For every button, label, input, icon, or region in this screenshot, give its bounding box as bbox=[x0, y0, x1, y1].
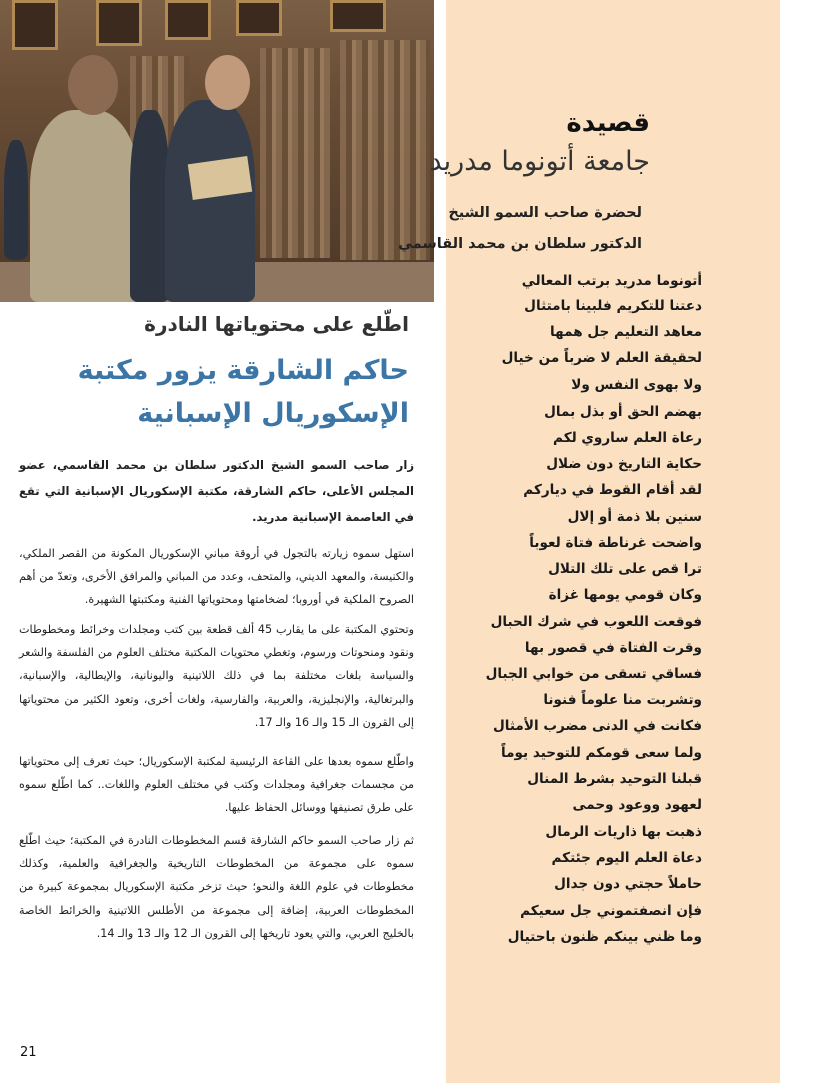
poem-dedication bbox=[342, 198, 642, 260]
photo-person-background bbox=[4, 140, 28, 260]
poem-verse: لحقيقة العلم لا ضرباً من خيال bbox=[501, 350, 702, 366]
poem-verse: فإن انصفتموني جل سعيكم bbox=[520, 903, 702, 919]
article-headline-line1: حاكم الشارقة يزور مكتبة bbox=[77, 355, 409, 386]
poem-verse: ولما سعى قومكم للتوحيد يوماً bbox=[501, 745, 702, 761]
poem-verse: دعتنا للتكريم فلبينا بامتثال bbox=[524, 298, 702, 314]
poem-verse: قبلنا التوحيد بشرط المنال bbox=[527, 771, 702, 787]
article-paragraph: وتحتوي المكتبة على ما يقارب 45 ألف قطعة بين كتب ومجلدات وخرائط ومخطوطات ونقود ومنحوتات ورسوم، وتغطي محتويات المكتبة مختلف العلوم من الفلسفة والشعر والسياسة بلغات مختلفة بما في ذلك اللاتينية واليونانية، والإيطالية، والإسبانية، والبرتغالية، والإنجليزية، والعربية، والفارسية، ولغات أخرى، وتعود الكثير من محتوياتها إلى القرون الـ 15 والـ 16 والـ 17. bbox=[19, 623, 414, 729]
article-paragraph: واطّلع سموه بعدها على القاعة الرئيسية لمكتبة الإسكوريال؛ حيث تعرف إلى محتوياتها من مجسمات جغرافية ومجلدات وكتب في مختلف العلوم واللغات.. كما اطّلع سموه على طرق تصنيفها ووسائل الحفاظ عليها. bbox=[19, 755, 414, 815]
photo-painting bbox=[330, 0, 386, 32]
poem-verse: دعاة العلم اليوم جئتكم bbox=[551, 850, 702, 866]
photo-person-left-head bbox=[68, 55, 118, 115]
photo-person-left bbox=[30, 110, 140, 302]
poem-verse: سنين بلا ذمة أو إلال bbox=[567, 509, 702, 525]
poem-title: قصيدة bbox=[566, 108, 650, 138]
poem-verse: لقد أقام القوط في دياركم bbox=[523, 482, 702, 498]
poem-verse: ولا بهوى النفس ولا bbox=[571, 377, 702, 393]
photo-bookshelf bbox=[260, 48, 330, 258]
poem-verse: ترا قص على تلك التلال bbox=[548, 561, 702, 577]
photo-painting bbox=[96, 0, 142, 46]
poem-verse: وتشربت منا علوماً فنونا bbox=[543, 692, 702, 708]
page-number: 21 bbox=[20, 1045, 37, 1060]
poem-verse: حكاية التاريخ دون ضلال bbox=[546, 456, 702, 472]
photo-person-right-head bbox=[205, 55, 250, 110]
dedication-line: لحضرة صاحب السمو الشيخ bbox=[448, 205, 642, 221]
article-paragraph: استهل سموه زيارته بالتجول في أروقة مباني الإسكوريال المكونة من القصر الملكي، والكنيسة، والمعهد الديني، والمتحف، وعدد من المباني والمرافق الأخرى، وتعدّ من أهم الصروح الملكية في أوروبا؛ لضخامتها ومحتوياتها الفنية ومكتبتها الشهيرة. bbox=[19, 547, 414, 607]
poem-verse: رعاة العلم ساروي لكم bbox=[553, 430, 702, 446]
article-lead: زار صاحب السمو الشيخ الدكتور سلطان بن محمد القاسمي، عضو المجلس الأعلى، حاكم الشارقة، مكتبة الإسكوريال الإسبانية التي تقع في العاصمة الإسبانية مدريد. bbox=[19, 458, 414, 524]
poem-verse: واضحت غرناطة فتاة لعوباً bbox=[529, 535, 702, 551]
poem-verse: وما ظني بينكم ظنون باحتيال bbox=[507, 929, 702, 945]
poem-subtitle: جامعة أتونوما مدريد bbox=[429, 146, 650, 177]
photo-person-middle bbox=[130, 110, 170, 302]
poem-verse: معاهد التعليم جل همها bbox=[550, 324, 702, 340]
poem-verse: وقرت الفتاة في قصور بها bbox=[524, 640, 702, 656]
poem-verse: وكان قومي يومها غزاة bbox=[548, 587, 702, 603]
photo-painting bbox=[12, 0, 58, 50]
poem-verse: بهضم الحق أو بذل بمال bbox=[544, 404, 702, 420]
article-kicker: اطّلع على محتوياتها النادرة bbox=[144, 312, 409, 336]
photo-painting bbox=[165, 0, 211, 40]
dedication-line: الدكتور سلطان بن محمد القاسمي bbox=[398, 236, 642, 252]
poem-verse: فكانت في الدنى مضرب الأمثال bbox=[492, 718, 702, 734]
photo-person-right bbox=[165, 100, 255, 302]
article-paragraph: ثم زار صاحب السمو حاكم الشارقة قسم المخطوطات النادرة في المكتبة؛ حيث اطّلع سموه على مجموعة من المخطوطات التاريخية والجغرافية والعلمية، وكذلك مخطوطات في علوم اللغة والنحو؛ حيث تزخر مكتبة الإسكوريال بمجموعة كبيرة من المخطوطات العربية، إضافة إلى مجموعة من الأطلس اللاتينية والخرائط الخاصة بالخليج العربي، والتي يعود تاريخها إلى القرون الـ 12 والـ 13 والـ 14. bbox=[19, 834, 414, 940]
photo-painting bbox=[236, 0, 282, 36]
poem-verse: حاملاً حجتي دون جدال bbox=[554, 876, 702, 892]
article-headline-line2: الإسكوريال الإسبانية bbox=[137, 398, 409, 429]
poem-verse: فوقعت اللعوب في شرك الحبال bbox=[490, 614, 702, 630]
poem-verse: ذهبت بها ذاريات الرمال bbox=[545, 824, 702, 840]
poem-verse: أتونوما مدريد برتب المعالي bbox=[521, 273, 702, 289]
poem-verse: لعهود ووعود وحمى bbox=[572, 797, 702, 813]
poem-verse: فساقي تسقى من خوابي الجبال bbox=[485, 666, 702, 682]
